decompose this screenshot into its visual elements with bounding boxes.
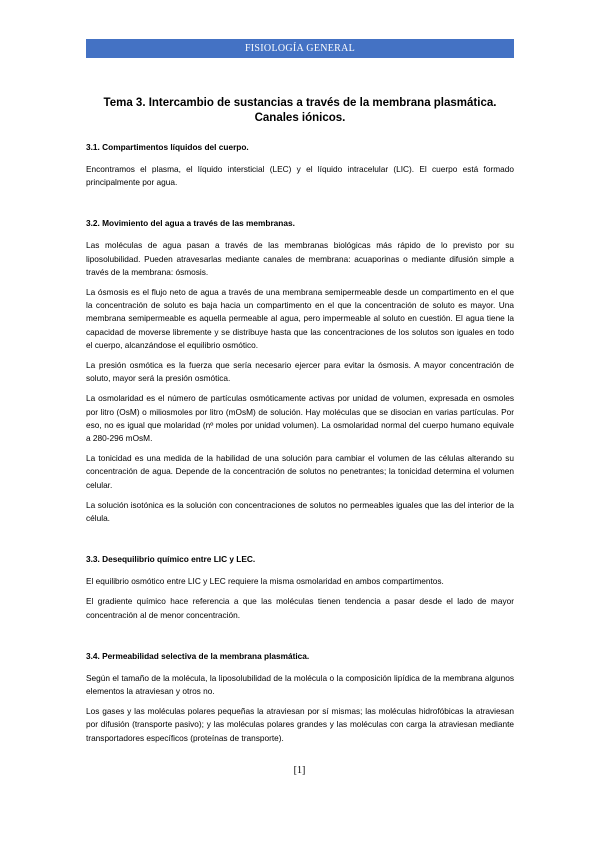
paragraph: Las moléculas de agua pasan a través de las membranas biológicas más rápido de lo previsto por su liposolubilidad. Pueden atravesarlas mediante canales de membrana: acuaporinas o mediante difusión simple a través de la membrana: ósmosis. [86, 240, 514, 277]
header-title: FISIOLOGÍA GENERAL [244, 43, 356, 54]
paragraph: El equilibrio osmótico entre LIC y LEC requiere la misma osmolaridad en ambos compartimentos. [86, 576, 444, 587]
paragraph: La osmolaridad es el número de partículas osmóticamente activas por unidad de volumen, expresada en osmoles por litro (OsM) o miliosmoles por litro (mOsM) de solución. Hay moléculas que se disocian en varias partículas. Por eso, no es igual que molaridad (nº moles por unidad volumen). La osmolaridad normal del cuerpo humano equivale a 280-296 mOsM. [86, 393, 514, 444]
document-body [86, 96, 514, 752]
section-heading: 3.1. Compartimentos líquidos del cuerpo. [86, 142, 249, 152]
section-3-4 [86, 651, 514, 745]
paragraph: El gradiente químico hace referencia a que las moléculas tienen tendencia a pasar desde el lado de mayor concentración al de menor concentración. [86, 596, 514, 620]
section-3-3 [86, 554, 514, 622]
paragraph: La tonicidad es una medida de la habilidad de una solución para cambiar el volumen de las células alterando su concentración de agua. Depende de la concentración de solutos no penetrantes; la tonicidad determina el volumen celular. [86, 453, 514, 490]
page-header-bar [86, 39, 514, 58]
paragraph: Encontramos el plasma, el líquido intersticial (LEC) y el líquido intracelular (LIC). El cuerpo está formado principalmente por agua. [86, 164, 514, 188]
section-3-1 [86, 142, 514, 189]
document-title: Tema 3. Intercambio de sustancias a través de la membrana plasmática. Canales iónicos. [103, 97, 497, 124]
paragraph: Los gases y las moléculas polares pequeñas la atraviesan por sí mismas; las moléculas hidrofóbicas la atraviesan por difusión (transporte pasivo); y las moléculas polares grandes y las moléculas con carga la atraviesan mediante transportadores específicos (proteínas de transporte). [86, 706, 514, 743]
section-heading: 3.3. Desequilibrio químico entre LIC y LEC. [86, 554, 256, 565]
paragraph: La solución isotónica es la solución con concentraciones de solutos no permeables iguales que las del interior de la célula. [86, 499, 514, 524]
section-heading: 3.2. Movimiento del agua a través de las membranas. [86, 218, 295, 229]
paragraph: La presión osmótica es la fuerza que sería necesario ejercer para evitar la ósmosis. A mayor concentración de soluto, mayor será la presión osmótica. [86, 360, 514, 384]
section-heading: 3.4. Permeabilidad selectiva de la membrana plasmática. [86, 650, 310, 661]
paragraph: Según el tamaño de la molécula, la liposolubilidad de la molécula o la composición lipídica de la membrana algunos elementos la atraviesan y otros no. [86, 672, 514, 697]
section-3-2 [86, 218, 514, 525]
paragraph: La ósmosis es el flujo neto de agua a través de una membrana semipermeable desde un compartimento en el que la concentración de soluto es baja hacia un compartimento en el que la concentración de soluto es mayor. Una membrana semipermeable es aquella permeable al agua, pero impermeable al soluto en cuestión. El agua tiene la capacidad de moverse libremente y se distribuye hasta que las concentraciones de los solutos son iguales en todo el cuerpo, alcanzándose el equilibrio osmótico. [86, 287, 514, 350]
page-number: [1] [293, 765, 306, 776]
